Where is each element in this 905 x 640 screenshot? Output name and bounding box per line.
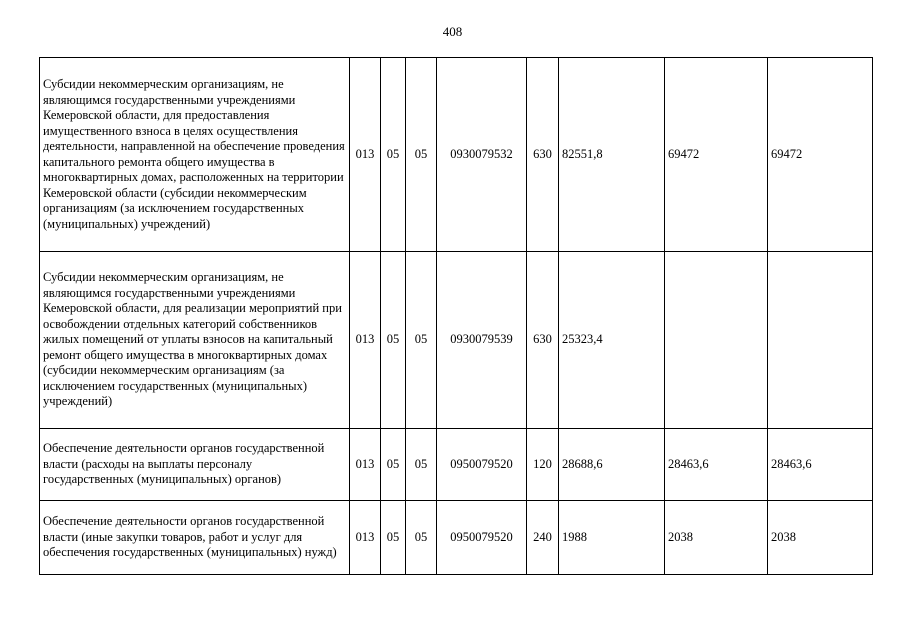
amount-year-1: 25323,4 bbox=[559, 252, 665, 429]
expense-type-code: 240 bbox=[527, 501, 559, 575]
expense-type-code: 630 bbox=[527, 58, 559, 252]
section-code: 05 bbox=[381, 58, 406, 252]
row-description: Субсидии некоммерческим организациям, не являющимся государственными учреждениями Кемеровской области, для предоставления имущественного взноса в целях осуществления деятельности, направленной на обеспечение проведения капитального ремонта общего имущества в многоквартирных домах, расположенных на территории Кемеровской области (субсидии некоммерческим организациям (за исключением государственных (муниципальных) учреждений) bbox=[40, 58, 350, 252]
amount-year-3: 28463,6 bbox=[768, 429, 873, 501]
table-row bbox=[40, 429, 873, 501]
amount-year-1: 1988 bbox=[559, 501, 665, 575]
ministry-code: 013 bbox=[350, 252, 381, 429]
row-description: Субсидии некоммерческим организациям, не являющимся государственными учреждениями Кемеровской области, для реализации мероприятий при освобождении отдельных категорий собственников жилых помещений от уплаты взносов на капитальный ремонт общего имущества в многоквартирных домах (субсидии некоммерческим организациям (за исключением государственных (муниципальных) учреждений) bbox=[40, 252, 350, 429]
ministry-code: 013 bbox=[350, 58, 381, 252]
amount-year-3: 2038 bbox=[768, 501, 873, 575]
target-article-code: 0930079539 bbox=[437, 252, 527, 429]
section-code: 05 bbox=[381, 429, 406, 501]
target-article-code: 0950079520 bbox=[437, 501, 527, 575]
subsection-code: 05 bbox=[406, 252, 437, 429]
amount-year-3: 69472 bbox=[768, 58, 873, 252]
subsection-code: 05 bbox=[406, 501, 437, 575]
subsection-code: 05 bbox=[406, 58, 437, 252]
amount-year-2: 2038 bbox=[665, 501, 768, 575]
amount-year-2: 28463,6 bbox=[665, 429, 768, 501]
row-description: Обеспечение деятельности органов государственной власти (расходы на выплаты персоналу государственных (муниципальных) органов) bbox=[40, 429, 350, 501]
amount-year-1: 82551,8 bbox=[559, 58, 665, 252]
section-code: 05 bbox=[381, 252, 406, 429]
amount-year-1: 28688,6 bbox=[559, 429, 665, 501]
budget-table bbox=[39, 57, 873, 575]
ministry-code: 013 bbox=[350, 501, 381, 575]
amount-year-3 bbox=[768, 252, 873, 429]
expense-type-code: 630 bbox=[527, 252, 559, 429]
amount-year-2 bbox=[665, 252, 768, 429]
target-article-code: 0950079520 bbox=[437, 429, 527, 501]
row-description: Обеспечение деятельности органов государственной власти (иные закупки товаров, работ и услуг для обеспечения государственных (муниципальных) нужд) bbox=[40, 501, 350, 575]
expense-type-code: 120 bbox=[527, 429, 559, 501]
subsection-code: 05 bbox=[406, 429, 437, 501]
table-row bbox=[40, 58, 873, 252]
target-article-code: 0930079532 bbox=[437, 58, 527, 252]
ministry-code: 013 bbox=[350, 429, 381, 501]
table-row bbox=[40, 252, 873, 429]
page-number: 408 bbox=[442, 24, 463, 39]
section-code: 05 bbox=[381, 501, 406, 575]
table-row bbox=[40, 501, 873, 575]
amount-year-2: 69472 bbox=[665, 58, 768, 252]
